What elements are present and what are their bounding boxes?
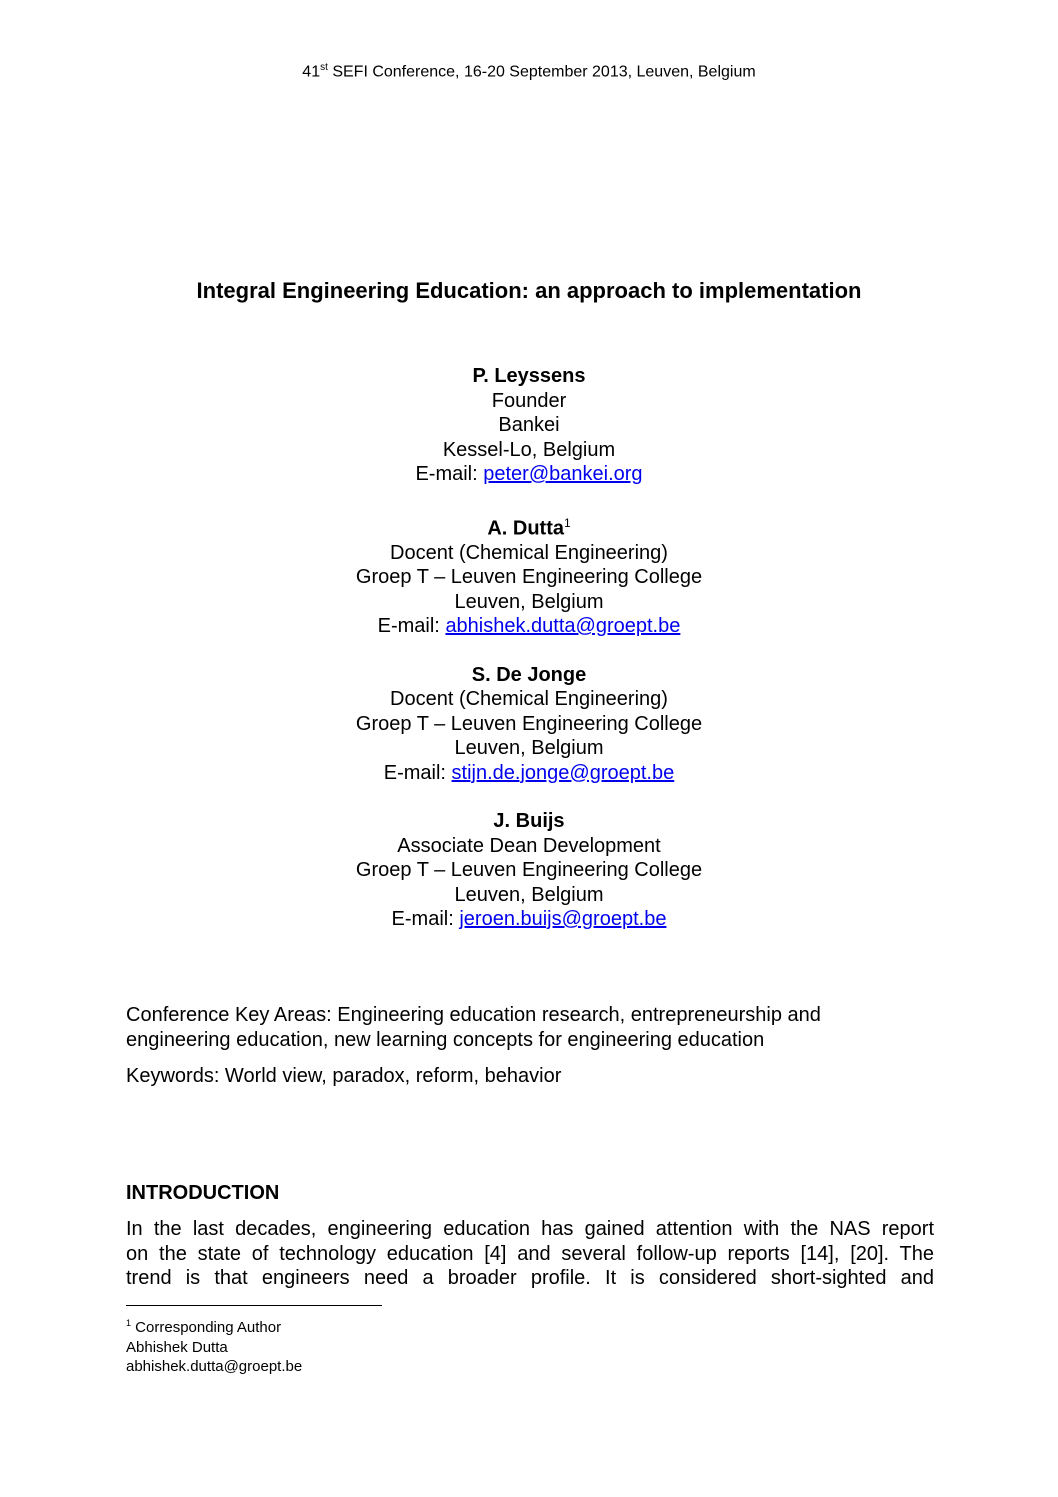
paragraph-line: In the last decades, engineering education has gained attention with the NAS report xyxy=(126,1218,934,1240)
introduction-paragraph xyxy=(126,1217,934,1291)
keywords: Keywords: World view, paradox, reform, behavior xyxy=(126,1065,562,1087)
conference-key-areas: Conference Key Areas: Engineering education research, entrepreneurship and engineering education, new learning concepts for engineering education xyxy=(126,1004,821,1051)
author-email-line: E-mail: jeroen.buijs@groept.be xyxy=(391,908,667,931)
author-name: P. Leyssens xyxy=(472,365,586,387)
author-name: J. Buijs xyxy=(493,810,565,833)
author-block xyxy=(0,364,1058,487)
author-role: Docent (Chemical Engineering) xyxy=(390,688,668,711)
running-header xyxy=(0,62,1058,81)
author-affiliation: Groep T – Leuven Engineering College xyxy=(355,712,703,735)
author-email-link[interactable]: stijn.de.jonge@groept.be xyxy=(451,761,675,784)
author-block xyxy=(0,809,1058,932)
paper-title: Integral Engineering Education: an approach to implementation xyxy=(196,278,862,303)
footnote-divider xyxy=(126,1305,382,1306)
footnote-marker: 1 xyxy=(563,515,571,530)
author-role: Associate Dean Development xyxy=(397,834,661,857)
author-role: Docent (Chemical Engineering) xyxy=(390,541,668,564)
author-location: Leuven, Belgium xyxy=(454,737,604,760)
author-block xyxy=(0,663,1058,786)
author-email-link[interactable]: jeroen.buijs@groept.be xyxy=(459,908,667,931)
footnote xyxy=(126,1314,302,1377)
author-location: Leuven, Belgium xyxy=(454,883,604,906)
author-name: A. Dutta$^1$ xyxy=(487,515,571,540)
author-affiliation: Groep T – Leuven Engineering College xyxy=(355,566,703,589)
author-email-line: E-mail: stijn.de.jonge@groept.be xyxy=(383,761,675,784)
author-name: S. De Jonge xyxy=(471,663,587,686)
conference-ordinal-suffix: st xyxy=(320,62,328,73)
conference-number: 41 xyxy=(302,63,321,81)
section-heading-introduction: INTRODUCTION xyxy=(126,1182,280,1204)
paragraph-line: on the state of technology education [4] and several follow-up reports [14], [20]. The xyxy=(126,1242,934,1265)
footnote-label: $^1$ Corresponding Author xyxy=(126,1318,282,1336)
author-location: Leuven, Belgium xyxy=(454,590,604,613)
author-affiliation: Groep T – Leuven Engineering College xyxy=(355,859,703,882)
footnote-name: Abhishek Dutta xyxy=(126,1338,228,1356)
author-email-link[interactable]: abhishek.dutta@groept.be xyxy=(445,615,681,638)
author-email-link[interactable]: peter@bankei.org xyxy=(483,463,643,485)
author-list xyxy=(0,364,1058,956)
author-location: Kessel-Lo, Belgium xyxy=(442,438,616,461)
author-role: Founder xyxy=(491,389,567,412)
conference-text: SEFI Conference, 16-20 September 2013, Leuven, Belgium xyxy=(327,63,756,81)
author-email-line: E-mail: abhishek.dutta@groept.be xyxy=(377,615,681,638)
author-affiliation: Bankei xyxy=(498,414,560,436)
author-email-line: E-mail: peter@bankei.org xyxy=(415,463,643,485)
paragraph-line: trend is that engineers need a broader profile. It is considered short-sighted and xyxy=(126,1267,934,1289)
footnote-email: abhishek.dutta@groept.be xyxy=(126,1358,303,1375)
author-block xyxy=(0,511,1058,639)
